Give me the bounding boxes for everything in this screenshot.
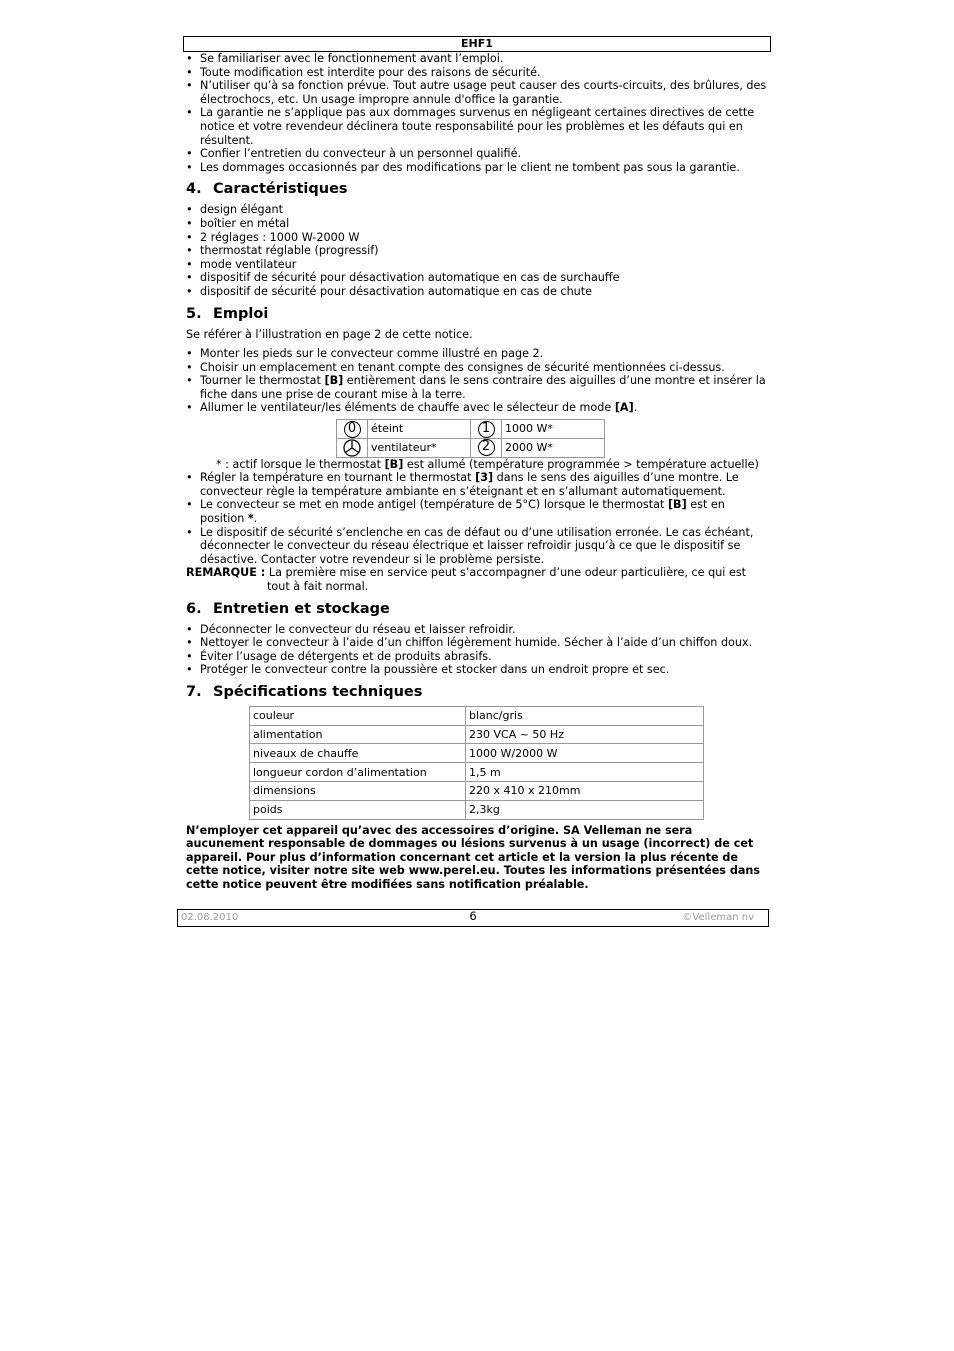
list-item: • 2 réglages : 1000 W-2000 W xyxy=(186,231,770,245)
mode-label: éteint xyxy=(368,420,471,439)
part-reference: [A] xyxy=(614,401,634,415)
table-row: longueur cordon d’alimentation 1,5 m xyxy=(250,763,704,782)
usage-list xyxy=(186,347,770,415)
footer-copyright: ©Velleman nv xyxy=(682,912,754,923)
section-heading-entretien xyxy=(186,600,770,618)
page-number: 6 xyxy=(469,909,477,923)
list-item: • Se familiariser avec le fonctionnement avant l’emploi. xyxy=(186,52,770,66)
section-number: 5. xyxy=(186,305,202,322)
disclaimer: N’employer cet appareil qu’avec des accessoires d’origine. SA Velleman ne sera aucunement responsable de dommages ou lésions survenus à un usage (incorrect) de cet appareil. Pour plus d’information concernant cet article et la version la plus récente de cette notice, visiter notre site web www.perel.eu. Toutes les informations présentées dans cette notice peuvent être modifiées sans notification préalable. xyxy=(186,823,761,892)
section-title: Emploi xyxy=(213,305,269,322)
list-item: • Le dispositif de sécurité s’enclenche en cas de défaut ou d’une utilisation erronée. Le cas échéant, déconnecter le convecteur du réseau électrique et laisser refroidir jusqu’à ce que le dispositif se désactive. Contacter votre revendeur si le problème persiste. xyxy=(186,526,770,567)
document-header xyxy=(183,36,771,52)
intro-bullet-list xyxy=(186,52,770,174)
part-reference: [B] xyxy=(384,457,404,471)
antifreeze-symbol: * xyxy=(247,511,254,525)
section-number: 6. xyxy=(186,600,202,617)
part-reference: [B] xyxy=(667,498,687,512)
list-item: • Confier l’entretien du convecteur à un personnel qualifié. xyxy=(186,147,770,161)
specifications-table xyxy=(249,706,704,820)
document-footer xyxy=(177,909,769,927)
table-row: niveaux de chauffe 1000 W/2000 W xyxy=(250,744,704,763)
usage-list-continued xyxy=(186,471,770,566)
list-item: • mode ventilateur xyxy=(186,258,770,272)
section-number: 4. xyxy=(186,181,202,198)
section-intro: Se référer à l’illustration en page 2 de cette notice. xyxy=(186,327,473,341)
document-body xyxy=(186,52,770,892)
section-title: Entretien et stockage xyxy=(213,600,390,617)
list-item: • Choisir un emplacement en tenant compte des consignes de sécurité mentionnées ci-dessus. xyxy=(186,361,770,375)
table-row: alimentation 230 VCA ~ 50 Hz xyxy=(250,725,704,744)
table-row: dimensions 220 x 410 x 210mm xyxy=(250,782,704,801)
mode-selector-table xyxy=(336,419,605,458)
section-title: Caractéristiques xyxy=(213,181,348,198)
mode-label: 1000 W* xyxy=(502,420,605,439)
section-heading-caracteristiques xyxy=(186,180,770,198)
list-item: • boîtier en métal xyxy=(186,217,770,231)
mode-one-icon: 1 xyxy=(478,421,495,438)
section-number: 7. xyxy=(186,683,202,700)
fan-icon xyxy=(343,439,361,457)
remark-label: REMARQUE : xyxy=(186,566,266,580)
list-item: • N’utiliser qu’à sa fonction prévue. Tout autre usage peut causer des courts-circuits, des brûlures, des électrochocs, etc. Un usage impropre annule d'office la garantie. xyxy=(186,79,770,106)
product-code: EHF1 xyxy=(461,37,493,50)
list-item: • Régler la température en tournant le thermostat [3] dans le sens des aiguilles d’une montre. Le convecteur règle la température ambiante en s’éteignant et en s’allumant automatiquement. xyxy=(186,471,770,498)
mode-label: 2000 W* xyxy=(502,438,605,457)
list-item: • Toute modification est interdite pour des raisons de sécurité. xyxy=(186,66,770,80)
mode-zero-icon: 0 xyxy=(344,421,361,438)
list-item: • Les dommages occasionnés par des modifications par le client ne tombent pas sous la garantie. xyxy=(186,161,770,175)
list-item: • design élégant xyxy=(186,203,770,217)
list-item: • dispositif de sécurité pour désactivation automatique en cas de surchauffe xyxy=(186,271,770,285)
maintenance-list xyxy=(186,623,770,677)
list-item: • Éviter l’usage de détergents et de produits abrasifs. xyxy=(186,650,770,664)
mode-label: ventilateur* xyxy=(368,438,471,457)
part-reference: [B] xyxy=(324,374,344,388)
part-reference: [3] xyxy=(475,471,494,485)
remark: REMARQUE : La première mise en service peut s’accompagner d’une odeur particulière, ce qui est tout à fait normal. xyxy=(186,566,747,593)
list-item: • Monter les pieds sur le convecteur comme illustré en page 2. xyxy=(186,347,770,361)
section-title: Spécifications techniques xyxy=(213,683,423,700)
list-item: • Protéger le convecteur contre la poussière et stocker dans un endroit propre et sec. xyxy=(186,663,770,677)
mode-two-icon: 2 xyxy=(478,439,495,456)
section-heading-emploi xyxy=(186,305,770,323)
features-list xyxy=(186,203,770,298)
list-item: • Nettoyer le convecteur à l’aide d’un chiffon légèrement humide. Sécher à l’aide d’un chiffon doux. xyxy=(186,636,770,650)
list-item: • Tourner le thermostat [B] entièrement dans le sens contraire des aiguilles d’une montre et insérer la fiche dans une prise de courant mise à la terre. xyxy=(186,374,770,401)
section-heading-specifications xyxy=(186,683,770,701)
list-item: • Le convecteur se met en mode antigel (température de 5°C) lorsque le thermostat [B] est en position *. xyxy=(186,498,770,525)
table-row: poids 2,3kg xyxy=(250,800,704,819)
list-item: • Déconnecter le convecteur du réseau et laisser refroidir. xyxy=(186,623,770,637)
list-item: • Allumer le ventilateur/les éléments de chauffe avec le sélecteur de mode [A]. xyxy=(186,401,770,415)
footer-date: 02.08.2010 xyxy=(181,912,239,923)
list-item: • thermostat réglable (progressif) xyxy=(186,244,770,258)
footnote: * : actif lorsque le thermostat [B] est allumé (température programmée > température actuelle) xyxy=(216,457,759,471)
table-row: couleur blanc/gris xyxy=(250,706,704,725)
list-item: • dispositif de sécurité pour désactivation automatique en cas de chute xyxy=(186,285,770,299)
list-item: • La garantie ne s’applique pas aux dommages survenus en négligeant certaines directives de cette notice et votre revendeur déclinera toute responsabilité pour les problèmes et les défauts qui en résultent. xyxy=(186,106,770,147)
